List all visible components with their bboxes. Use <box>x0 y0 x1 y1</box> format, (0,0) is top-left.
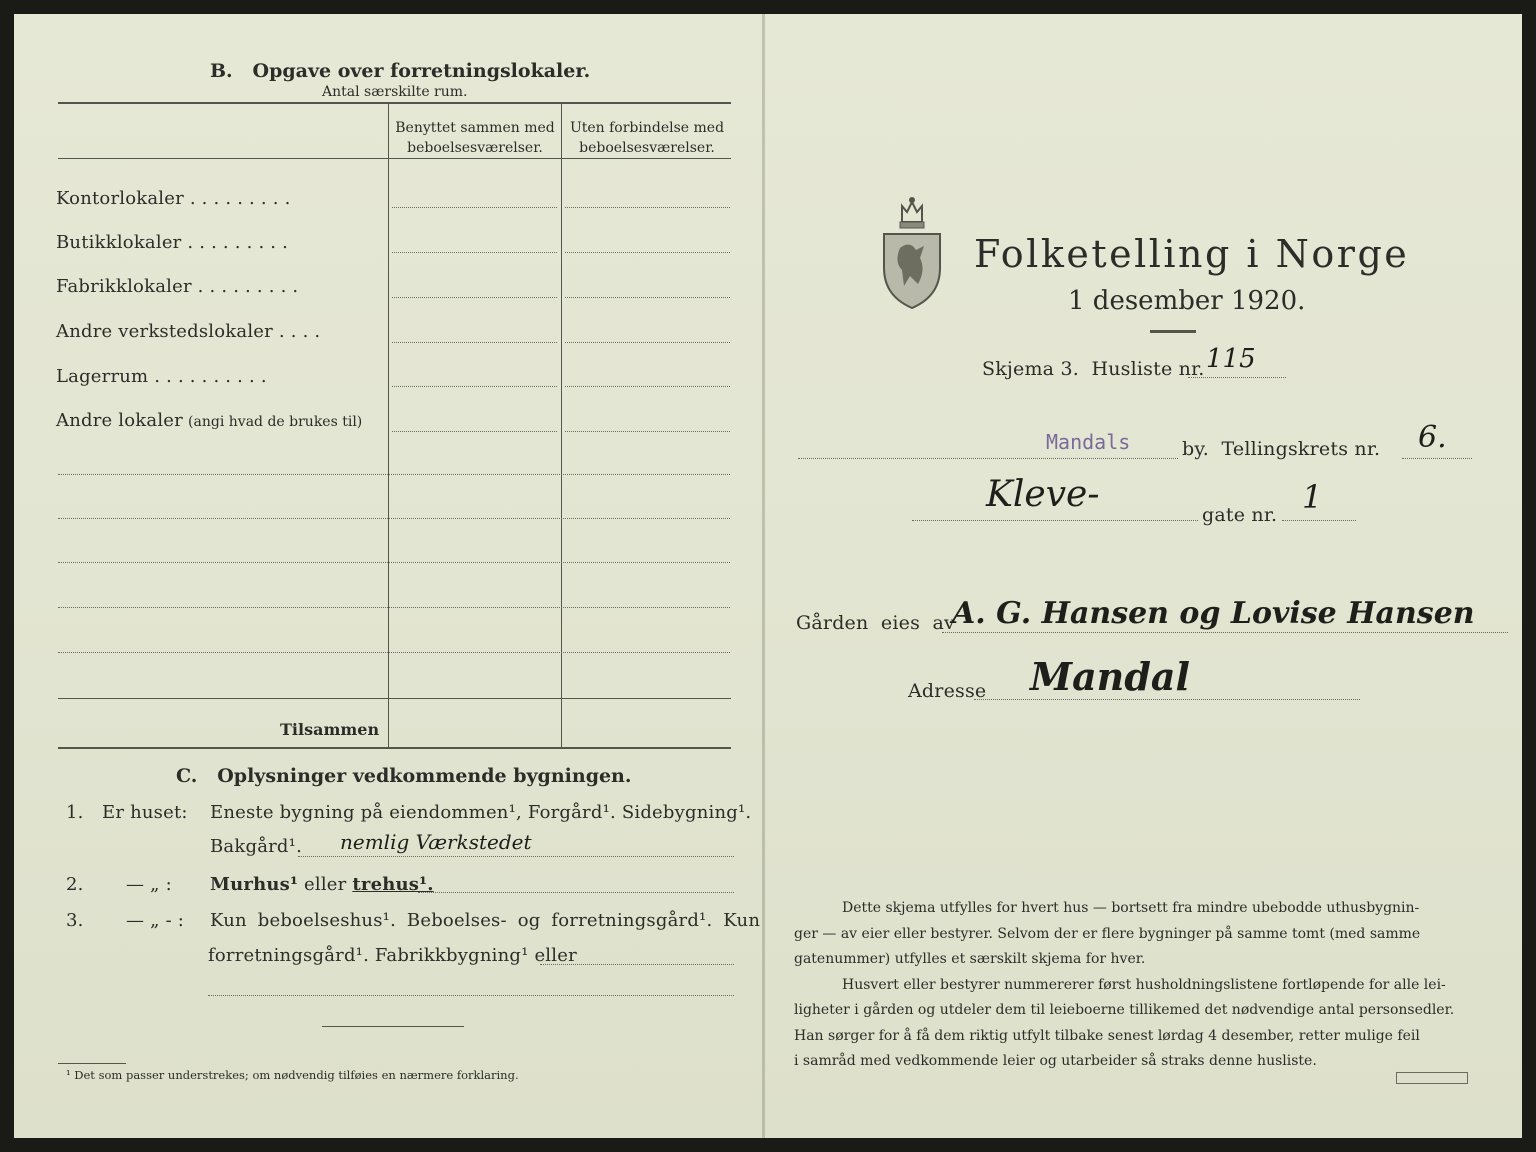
col2-header-line1: Uten forbindelse med <box>569 120 725 136</box>
q2-eller: eller <box>304 874 347 895</box>
address-label: Adresse <box>908 680 987 702</box>
section-b-title: B. Opgave over forretningslokaler. <box>210 60 591 82</box>
q1-number: 1. <box>66 802 84 823</box>
husliste-line <box>1188 377 1286 378</box>
total-label: Tilsammen <box>280 720 380 739</box>
tellingskrets-label: by. Tellingskrets nr. <box>1182 438 1381 460</box>
row-kontorlokaler: Kontorlokaler . . . . . . . . . <box>56 188 291 209</box>
write-line-1 <box>58 474 730 475</box>
write-line-4 <box>58 607 730 608</box>
table-col-divider-1 <box>388 102 389 747</box>
address-line <box>974 699 1360 700</box>
instruction-line-1: Dette skjema utfylles for hvert hus — bortsett fra mindre ubebodde uthusbygnin- <box>842 900 1420 916</box>
instruction-line-6: Han sørger for å få dem riktig utfylt tilbake senest lørdag 4 desember, retter mulige feil <box>794 1027 1420 1044</box>
footnote-rule <box>58 1063 126 1064</box>
cell-line-r1c1 <box>392 207 557 208</box>
city-stamp: Mandals <box>1046 430 1131 454</box>
write-line-2 <box>58 518 730 519</box>
q3-label: — „ - : <box>126 910 185 931</box>
instruction-line-5: ligheter i gården og utdeler dem til leieboerne tillikemed det nødvendige antal personsedler. <box>794 1002 1455 1018</box>
title-rule <box>1150 330 1196 333</box>
gate-number: 1 <box>1302 478 1323 516</box>
row-butikklokaler: Butikklokaler . . . . . . . . . <box>56 232 289 253</box>
street-name: Kleve- <box>986 474 1100 515</box>
husliste-label: Skjema 3. Husliste nr. <box>982 358 1205 380</box>
gate-label: gate nr. <box>1202 504 1278 526</box>
q2-options <box>210 874 434 895</box>
write-line-5 <box>58 652 730 653</box>
section-b-subtitle: Antal særskilte rum. <box>322 84 468 100</box>
table-bottom-rule <box>58 747 731 749</box>
tellingskrets-line <box>1402 458 1472 459</box>
cell-line-r6c1 <box>392 431 557 432</box>
row-andre-lokaler <box>56 410 362 431</box>
cell-line-r5c1 <box>392 386 557 387</box>
col-header-with-rooms <box>390 118 560 158</box>
center-fold <box>762 14 765 1138</box>
cell-line-r4c2 <box>565 342 730 343</box>
row-andre-verkstedslokaler: Andre verkstedslokaler . . . . <box>56 321 321 342</box>
instruction-line-4: Husvert eller bestyrer nummererer først husholdningslistene fortløpende for alle lei- <box>842 976 1446 993</box>
instructions-block <box>794 896 1472 1075</box>
q2-murhus: Murhus¹ <box>210 874 299 895</box>
table-header-rule <box>58 158 731 159</box>
footnote: ¹ Det som passer understrekes; om nødvendig tilføies en nærmere forklaring. <box>66 1068 519 1082</box>
table-total-rule <box>58 698 731 699</box>
col-header-without-rooms <box>563 118 731 158</box>
table-top-rule <box>58 102 731 104</box>
row-fabrikklokaler: Fabrikklokaler . . . . . . . . . <box>56 276 299 297</box>
q3-answer-line <box>540 964 734 965</box>
q1-answer: nemlig Værkstedet <box>340 830 532 854</box>
col1-header-line2: beboelsesværelser. <box>407 140 543 156</box>
tellingskrets-number: 6. <box>1418 420 1447 455</box>
q2-label: — „ : <box>126 874 172 895</box>
husliste-number: 115 <box>1206 344 1256 374</box>
q3-options-2: forretningsgård¹. Fabrikkbygning¹ eller <box>208 945 577 966</box>
q2-trehus: trehus¹. <box>352 874 434 895</box>
city-line <box>798 458 1178 459</box>
q2-number: 2. <box>66 874 84 895</box>
norway-coat-of-arms-icon <box>880 196 944 310</box>
cell-line-r5c2 <box>565 386 730 387</box>
cell-line-r2c2 <box>565 252 730 253</box>
instruction-line-3: gatenummer) utfylles et særskilt skjema for hver. <box>794 951 1146 967</box>
q3-number: 3. <box>66 910 84 931</box>
cell-line-r4c1 <box>392 342 557 343</box>
cell-line-r1c2 <box>565 207 730 208</box>
owner-line <box>942 632 1508 633</box>
write-line-3 <box>58 562 730 563</box>
q1-options: Eneste bygning på eiendommen¹, Forgård¹. Sidebygning¹. <box>210 802 752 823</box>
q3-options: Kun beboelseshus¹. Beboelses- og forretningsgård¹. Kun <box>210 910 761 931</box>
address-value: Mandal <box>1030 654 1190 699</box>
cell-line-r3c2 <box>565 297 730 298</box>
street-line <box>912 520 1198 521</box>
q1-answer-line <box>298 856 734 857</box>
printer-mark <box>1396 1072 1468 1084</box>
section-c-end-rule <box>322 1026 464 1027</box>
table-col-divider-2 <box>561 102 562 747</box>
instruction-line-7: i samråd med vedkommende leier og utarbeider så straks denne husliste. <box>794 1053 1317 1069</box>
col1-header-line1: Benyttet sammen med <box>395 120 555 136</box>
section-c-title: C. Oplysninger vedkommende bygningen. <box>176 765 632 787</box>
instruction-line-2: ger — av eier eller bestyrer. Selvom der er flere bygninger på samme tomt (med samme <box>794 925 1421 942</box>
form-main-title: Folketelling i Norge <box>974 232 1410 276</box>
cell-line-r2c1 <box>392 252 557 253</box>
q3-answer-line-2 <box>208 995 734 996</box>
q1-label: Er huset: <box>102 802 188 823</box>
owner-name: A. G. Hansen og Lovise Hansen <box>952 596 1475 631</box>
andre-lokaler-note: (angi hvad de brukes til) <box>188 414 363 430</box>
q2-answer-line <box>418 892 734 893</box>
col2-header-line2: beboelsesværelser. <box>579 140 715 156</box>
andre-lokaler-label: Andre lokaler <box>56 410 183 431</box>
gate-line <box>1282 520 1356 521</box>
cell-line-r3c1 <box>392 297 557 298</box>
owner-label: Gården eies av <box>796 612 955 634</box>
row-lagerrum: Lagerrum . . . . . . . . . . <box>56 366 267 387</box>
form-date: 1 desember 1920. <box>1068 286 1306 316</box>
q1-bakgard: Bakgård¹. <box>210 836 302 857</box>
cell-line-r6c2 <box>565 431 730 432</box>
